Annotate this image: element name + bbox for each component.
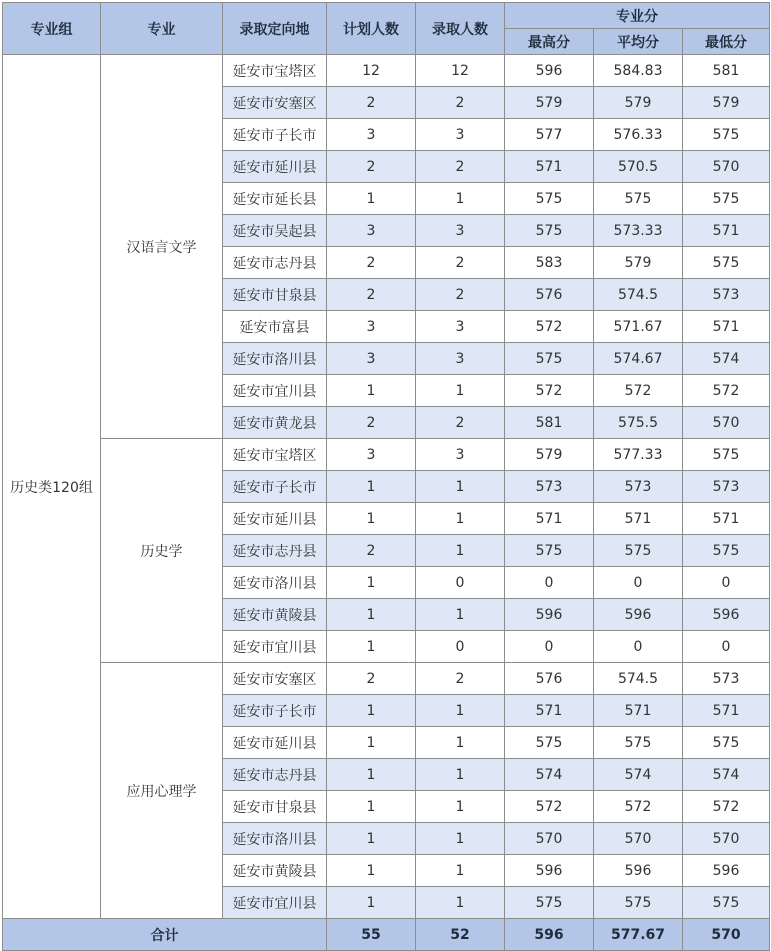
table-row <box>3 663 770 695</box>
max-cell: 575 <box>505 343 594 375</box>
admitted-cell: 1 <box>416 471 505 503</box>
admitted-cell: 2 <box>416 407 505 439</box>
planned-cell: 2 <box>327 535 416 567</box>
admitted-cell: 12 <box>416 55 505 87</box>
admitted-cell: 1 <box>416 503 505 535</box>
planned-cell: 1 <box>327 791 416 823</box>
max-cell: 583 <box>505 247 594 279</box>
max-cell: 572 <box>505 791 594 823</box>
avg-cell: 572 <box>594 375 683 407</box>
planned-cell: 3 <box>327 119 416 151</box>
region-cell: 延安市宝塔区 <box>223 439 327 471</box>
avg-cell: 579 <box>594 247 683 279</box>
admitted-cell: 1 <box>416 887 505 919</box>
table-row <box>3 55 770 87</box>
min-cell: 573 <box>683 279 770 311</box>
planned-cell: 1 <box>327 695 416 727</box>
planned-cell: 1 <box>327 855 416 887</box>
admitted-cell: 0 <box>416 631 505 663</box>
header-planned: 计划人数 <box>327 3 416 55</box>
planned-cell: 2 <box>327 151 416 183</box>
region-cell: 延安市志丹县 <box>223 759 327 791</box>
admitted-cell: 2 <box>416 247 505 279</box>
region-cell: 延安市黄陵县 <box>223 599 327 631</box>
avg-cell: 576.33 <box>594 119 683 151</box>
header-group: 专业组 <box>3 3 101 55</box>
planned-cell: 1 <box>327 759 416 791</box>
region-cell: 延安市子长市 <box>223 695 327 727</box>
max-cell: 0 <box>505 567 594 599</box>
total-label: 合计 <box>3 919 327 951</box>
max-cell: 571 <box>505 151 594 183</box>
max-cell: 575 <box>505 535 594 567</box>
admitted-cell: 1 <box>416 695 505 727</box>
max-cell: 572 <box>505 375 594 407</box>
max-cell: 571 <box>505 503 594 535</box>
admitted-cell: 3 <box>416 119 505 151</box>
avg-cell: 573 <box>594 471 683 503</box>
avg-cell: 596 <box>594 599 683 631</box>
admitted-cell: 3 <box>416 439 505 471</box>
avg-cell: 575.5 <box>594 407 683 439</box>
admitted-cell: 2 <box>416 663 505 695</box>
min-cell: 574 <box>683 759 770 791</box>
avg-cell: 0 <box>594 631 683 663</box>
total-min: 570 <box>683 919 770 951</box>
region-cell: 延安市子长市 <box>223 119 327 151</box>
avg-cell: 571 <box>594 695 683 727</box>
header-avg: 平均分 <box>594 29 683 55</box>
max-cell: 574 <box>505 759 594 791</box>
planned-cell: 1 <box>327 887 416 919</box>
table-header <box>3 3 770 55</box>
planned-cell: 1 <box>327 599 416 631</box>
min-cell: 571 <box>683 695 770 727</box>
planned-cell: 3 <box>327 343 416 375</box>
min-cell: 575 <box>683 535 770 567</box>
avg-cell: 575 <box>594 535 683 567</box>
region-cell: 延安市宜川县 <box>223 375 327 407</box>
avg-cell: 577.33 <box>594 439 683 471</box>
total-planned: 55 <box>327 919 416 951</box>
min-cell: 581 <box>683 55 770 87</box>
admitted-cell: 1 <box>416 823 505 855</box>
region-cell: 延安市宜川县 <box>223 631 327 663</box>
planned-cell: 2 <box>327 247 416 279</box>
region-cell: 延安市洛川县 <box>223 823 327 855</box>
major-cell: 历史学 <box>101 439 223 663</box>
avg-cell: 574.5 <box>594 279 683 311</box>
table-body <box>3 55 770 919</box>
planned-cell: 1 <box>327 727 416 759</box>
min-cell: 575 <box>683 727 770 759</box>
min-cell: 573 <box>683 663 770 695</box>
planned-cell: 12 <box>327 55 416 87</box>
region-cell: 延安市子长市 <box>223 471 327 503</box>
min-cell: 0 <box>683 631 770 663</box>
min-cell: 575 <box>683 247 770 279</box>
region-cell: 延安市富县 <box>223 311 327 343</box>
avg-cell: 575 <box>594 887 683 919</box>
admitted-cell: 1 <box>416 727 505 759</box>
region-cell: 延安市甘泉县 <box>223 279 327 311</box>
region-cell: 延安市黄陵县 <box>223 855 327 887</box>
admitted-cell: 1 <box>416 183 505 215</box>
max-cell: 570 <box>505 823 594 855</box>
planned-cell: 1 <box>327 823 416 855</box>
avg-cell: 572 <box>594 791 683 823</box>
min-cell: 575 <box>683 887 770 919</box>
min-cell: 579 <box>683 87 770 119</box>
avg-cell: 571 <box>594 503 683 535</box>
planned-cell: 3 <box>327 311 416 343</box>
total-admitted: 52 <box>416 919 505 951</box>
group-cell: 历史类120组 <box>3 55 101 919</box>
planned-cell: 2 <box>327 407 416 439</box>
avg-cell: 575 <box>594 727 683 759</box>
admitted-cell: 1 <box>416 791 505 823</box>
min-cell: 570 <box>683 151 770 183</box>
min-cell: 574 <box>683 343 770 375</box>
total-max: 596 <box>505 919 594 951</box>
admitted-cell: 2 <box>416 151 505 183</box>
planned-cell: 3 <box>327 439 416 471</box>
avg-cell: 584.83 <box>594 55 683 87</box>
avg-cell: 571.67 <box>594 311 683 343</box>
region-cell: 延安市延川县 <box>223 727 327 759</box>
avg-cell: 579 <box>594 87 683 119</box>
admitted-cell: 3 <box>416 343 505 375</box>
admitted-cell: 1 <box>416 759 505 791</box>
min-cell: 570 <box>683 407 770 439</box>
admitted-cell: 1 <box>416 535 505 567</box>
header-admitted: 录取人数 <box>416 3 505 55</box>
min-cell: 572 <box>683 791 770 823</box>
admitted-cell: 3 <box>416 311 505 343</box>
planned-cell: 2 <box>327 663 416 695</box>
region-cell: 延安市志丹县 <box>223 247 327 279</box>
min-cell: 596 <box>683 599 770 631</box>
major-cell: 汉语言文学 <box>101 55 223 439</box>
region-cell: 延安市安塞区 <box>223 87 327 119</box>
admission-table <box>2 2 770 951</box>
max-cell: 572 <box>505 311 594 343</box>
max-cell: 575 <box>505 727 594 759</box>
min-cell: 572 <box>683 375 770 407</box>
planned-cell: 1 <box>327 503 416 535</box>
region-cell: 延安市宜川县 <box>223 887 327 919</box>
region-cell: 延安市宝塔区 <box>223 55 327 87</box>
max-cell: 576 <box>505 663 594 695</box>
max-cell: 575 <box>505 887 594 919</box>
min-cell: 570 <box>683 823 770 855</box>
region-cell: 延安市洛川县 <box>223 343 327 375</box>
max-cell: 571 <box>505 695 594 727</box>
avg-cell: 574.67 <box>594 343 683 375</box>
admitted-cell: 2 <box>416 87 505 119</box>
min-cell: 596 <box>683 855 770 887</box>
max-cell: 579 <box>505 87 594 119</box>
admitted-cell: 1 <box>416 599 505 631</box>
planned-cell: 1 <box>327 631 416 663</box>
max-cell: 596 <box>505 855 594 887</box>
region-cell: 延安市延川县 <box>223 503 327 535</box>
min-cell: 575 <box>683 183 770 215</box>
min-cell: 0 <box>683 567 770 599</box>
region-cell: 延安市延川县 <box>223 151 327 183</box>
admitted-cell: 2 <box>416 279 505 311</box>
max-cell: 0 <box>505 631 594 663</box>
max-cell: 573 <box>505 471 594 503</box>
region-cell: 延安市安塞区 <box>223 663 327 695</box>
avg-cell: 574 <box>594 759 683 791</box>
max-cell: 575 <box>505 215 594 247</box>
admitted-cell: 1 <box>416 855 505 887</box>
max-cell: 596 <box>505 55 594 87</box>
max-cell: 575 <box>505 183 594 215</box>
min-cell: 571 <box>683 311 770 343</box>
max-cell: 596 <box>505 599 594 631</box>
region-cell: 延安市吴起县 <box>223 215 327 247</box>
avg-cell: 570.5 <box>594 151 683 183</box>
avg-cell: 574.5 <box>594 663 683 695</box>
header-score: 专业分 <box>505 3 770 29</box>
major-cell: 应用心理学 <box>101 663 223 919</box>
avg-cell: 596 <box>594 855 683 887</box>
planned-cell: 1 <box>327 375 416 407</box>
region-cell: 延安市志丹县 <box>223 535 327 567</box>
planned-cell: 2 <box>327 279 416 311</box>
admitted-cell: 0 <box>416 567 505 599</box>
total-avg: 577.67 <box>594 919 683 951</box>
planned-cell: 1 <box>327 183 416 215</box>
min-cell: 575 <box>683 439 770 471</box>
min-cell: 571 <box>683 503 770 535</box>
max-cell: 579 <box>505 439 594 471</box>
region-cell: 延安市甘泉县 <box>223 791 327 823</box>
header-major: 专业 <box>101 3 223 55</box>
planned-cell: 1 <box>327 471 416 503</box>
region-cell: 延安市黄龙县 <box>223 407 327 439</box>
avg-cell: 0 <box>594 567 683 599</box>
min-cell: 571 <box>683 215 770 247</box>
avg-cell: 575 <box>594 183 683 215</box>
min-cell: 573 <box>683 471 770 503</box>
region-cell: 延安市洛川县 <box>223 567 327 599</box>
header-max: 最高分 <box>505 29 594 55</box>
admitted-cell: 1 <box>416 375 505 407</box>
planned-cell: 2 <box>327 87 416 119</box>
planned-cell: 1 <box>327 567 416 599</box>
header-min: 最低分 <box>683 29 770 55</box>
region-cell: 延安市延长县 <box>223 183 327 215</box>
avg-cell: 573.33 <box>594 215 683 247</box>
min-cell: 575 <box>683 119 770 151</box>
admitted-cell: 3 <box>416 215 505 247</box>
table-footer <box>3 919 770 951</box>
header-region: 录取定向地 <box>223 3 327 55</box>
table-row <box>3 439 770 471</box>
planned-cell: 3 <box>327 215 416 247</box>
max-cell: 576 <box>505 279 594 311</box>
avg-cell: 570 <box>594 823 683 855</box>
max-cell: 581 <box>505 407 594 439</box>
max-cell: 577 <box>505 119 594 151</box>
